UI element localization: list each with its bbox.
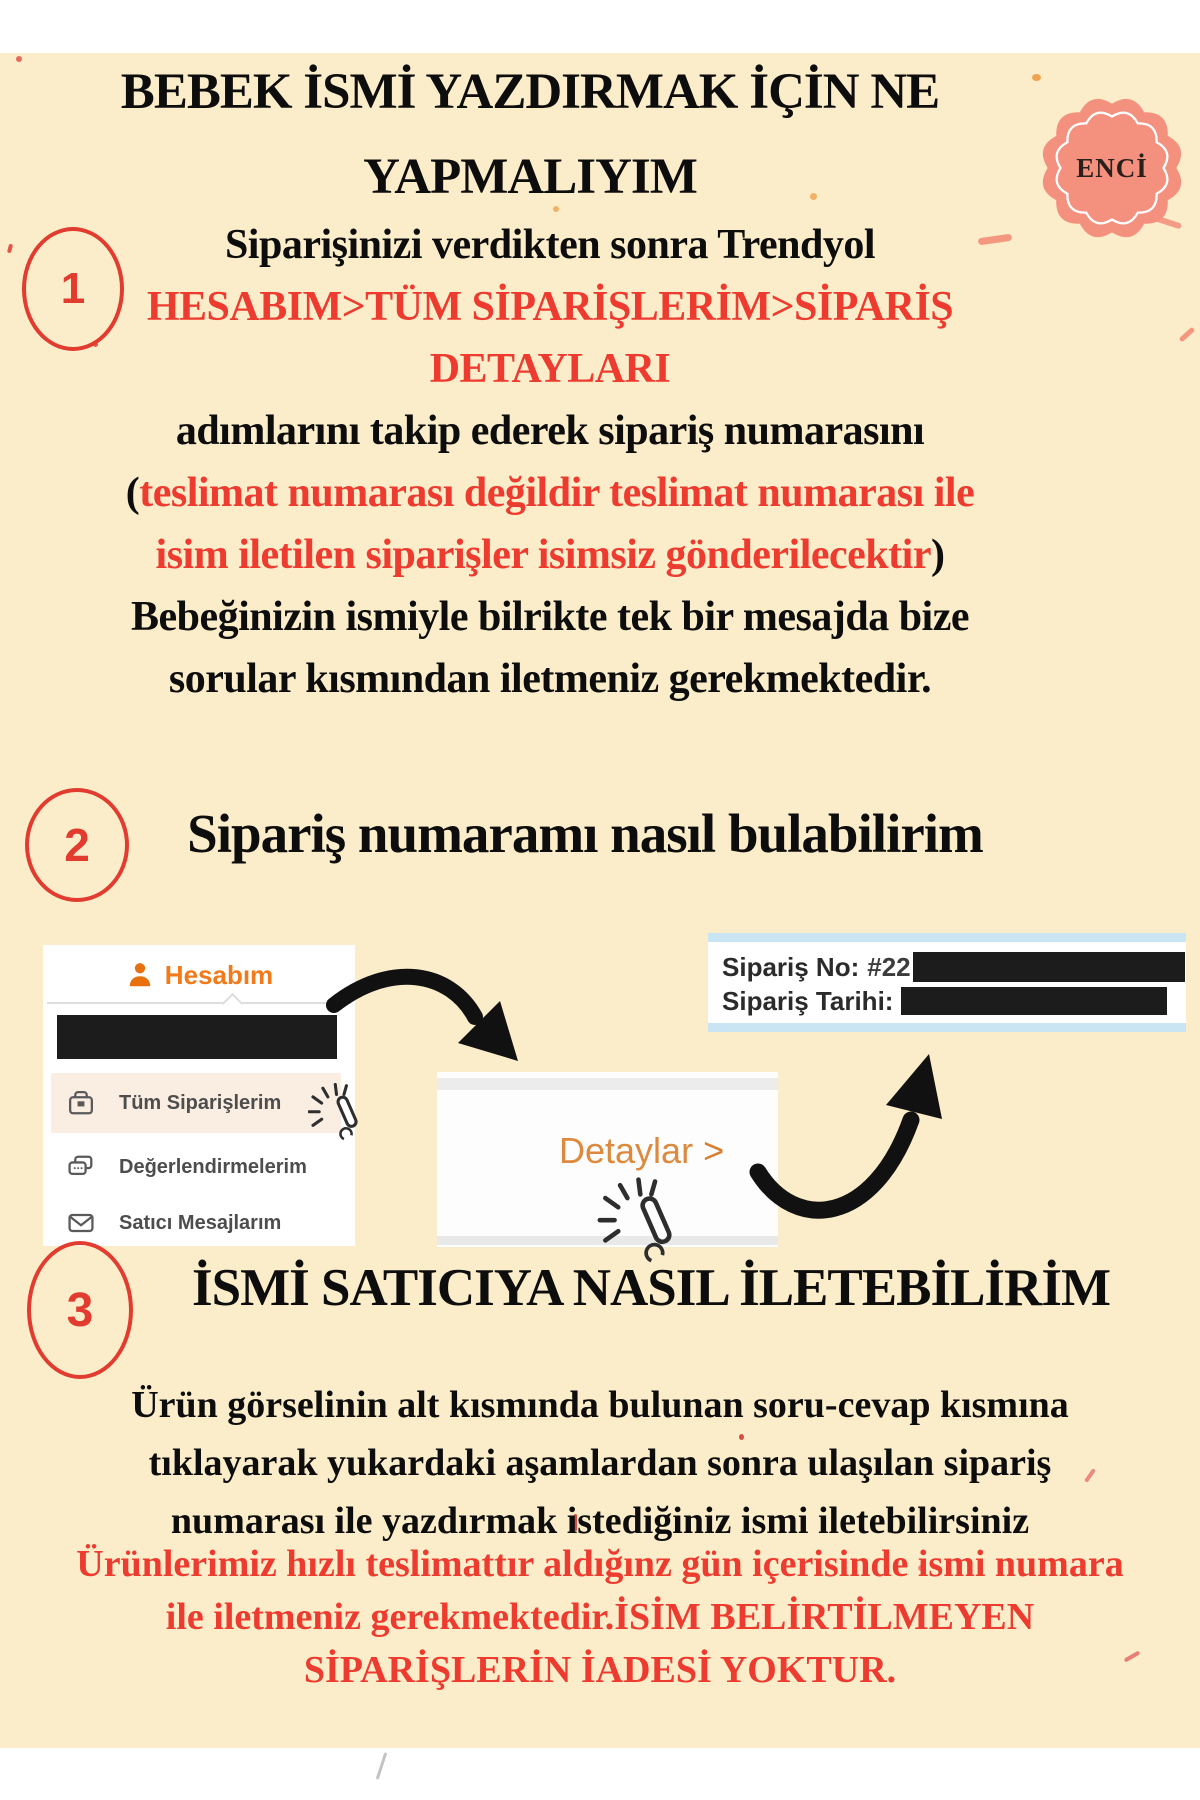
warning-text <box>20 1538 1180 1697</box>
hesabim-menu-button[interactable] <box>43 951 355 999</box>
redacted-account-name <box>57 1015 337 1059</box>
top-white-band <box>0 0 1200 53</box>
bottom-white-band <box>0 1748 1200 1800</box>
page-title-line2: YAPMALIYIM <box>363 149 697 205</box>
card-strip <box>437 1236 778 1245</box>
redacted-order-date <box>901 987 1167 1015</box>
messages-envelope-icon <box>65 1207 97 1239</box>
orders-box-icon <box>65 1087 97 1119</box>
page-title <box>0 50 1060 220</box>
warning-line: ile iletmeniz gerekmektedir.İSİM BELİRTİLMEYEN <box>165 1596 1035 1638</box>
menu-item-label: Değerlendirmelerim <box>119 1155 307 1178</box>
menu-item-label: Tüm Siparişlerim <box>119 1091 282 1114</box>
order-date-label: Sipariş Tarihi: <box>722 985 894 1016</box>
order-no-value: #22 <box>867 951 911 982</box>
hesabim-label: Hesabım <box>164 959 274 990</box>
redacted-order-number <box>913 952 1185 982</box>
menu-divider <box>47 1002 351 1004</box>
chevron-right-icon: > <box>703 1130 725 1171</box>
step-3-heading: İSMİ SATICIYA NASIL İLETEBİLİRİM <box>192 1259 1110 1317</box>
instruction-line: numarası ile yazdırmak istediğiniz ismi iletebilirsiniz <box>170 1500 1030 1542</box>
order-no-row <box>722 950 1186 984</box>
instruction-line: Siparişinizi verdikten sonra Trendyol <box>224 222 876 268</box>
menu-item-degerlendirmelerim[interactable] <box>51 1141 341 1193</box>
instruction-line: Ürün görselinin alt kısmında bulunan soru-cevap kısmına <box>131 1384 1069 1426</box>
step-3-instructions <box>30 1376 1170 1550</box>
menu-item-tum-siparislerim[interactable] <box>51 1073 341 1133</box>
order-no-label: Sipariş No: <box>722 951 860 982</box>
instruction-line: isim iletilen siparişler isimsiz gönderilecektir) <box>155 532 945 578</box>
instruction-line: DETAYLARI <box>429 346 671 392</box>
step-2-number: 2 <box>64 819 90 871</box>
warning-line: Ürünlerimiz hızlı teslimattır aldığınz gün içerisinde ismi numara <box>76 1543 1124 1585</box>
step-2-number-circle <box>25 788 129 902</box>
badge-label: ENCİ <box>1076 152 1148 183</box>
order-date-row <box>722 984 1186 1018</box>
instruction-line: tıklayarak yukardaki aşamlardan sonra ulaşılan sipariş <box>148 1442 1052 1484</box>
order-info-screenshot <box>708 933 1186 1032</box>
instruction-line: (teslimat numarası değildir teslimat numarası ile <box>125 470 975 516</box>
menu-item-label: Satıcı Mesajlarım <box>119 1211 282 1234</box>
instruction-line: adımlarını takip ederek sipariş numarasını <box>175 408 925 454</box>
account-menu-screenshot <box>43 945 355 1246</box>
step-2-heading: Sipariş numaramı nasıl bulabilirim <box>187 803 983 864</box>
step-3-number: 3 <box>66 1283 94 1337</box>
menu-item-satici-mesajlarim[interactable] <box>51 1197 341 1249</box>
step-1-instructions <box>10 214 1090 710</box>
reviews-chat-icon <box>65 1151 97 1183</box>
confetti-speck <box>1179 327 1196 343</box>
step-1-number: 1 <box>60 264 86 313</box>
instruction-line: sorular kısmından iletmeniz gerekmektedir. <box>168 656 932 702</box>
warning-line: SİPARİŞLERİN İADESİ YOKTUR. <box>303 1649 897 1691</box>
instruction-line: Bebeğinizin ismiyle bilrikte tek bir mesajda bize <box>130 594 970 640</box>
details-button-screenshot <box>437 1072 778 1247</box>
page-title-line1: BEBEK İSMİ YAZDIRMAK İÇİN NE <box>120 64 940 120</box>
instruction-line: HESABIM>TÜM SİPARİŞLERİM>SİPARİŞ <box>146 284 954 330</box>
person-icon <box>125 960 155 990</box>
card-strip <box>437 1078 778 1090</box>
detaylar-link[interactable]: Detaylar > <box>559 1130 725 1171</box>
